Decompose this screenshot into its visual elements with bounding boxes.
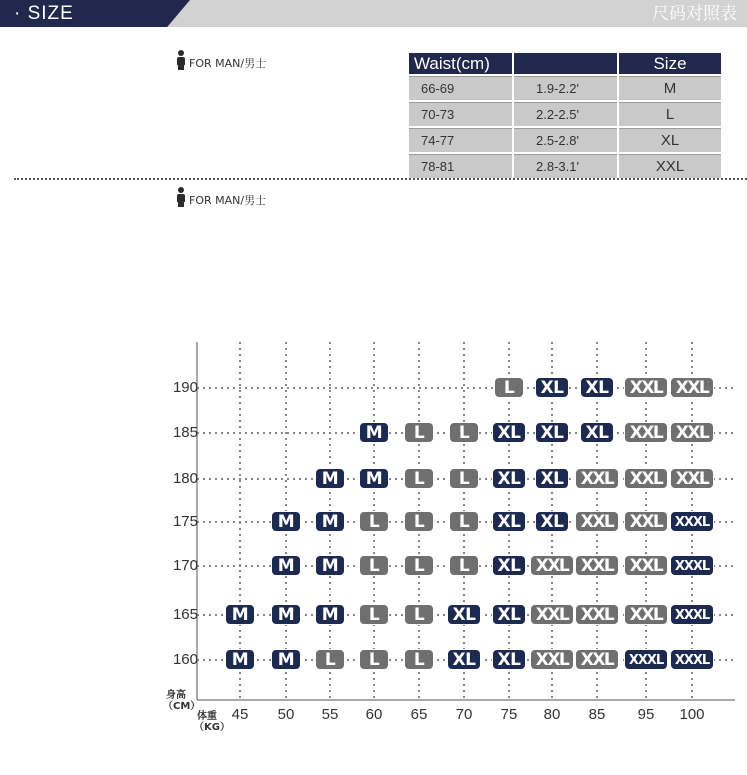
size-badge: XXL xyxy=(575,511,619,532)
size-badge: L xyxy=(404,604,434,625)
size-cell: XL xyxy=(619,128,721,152)
size-badge: XXL xyxy=(575,555,619,576)
size-badge: XXL xyxy=(530,604,574,625)
size-badge: XL xyxy=(447,604,481,625)
section-title-chinese: 尺码对照表 xyxy=(652,4,737,24)
x-tick-label: 60 xyxy=(365,706,383,723)
inch-cell: 2.5-2.8' xyxy=(514,128,617,152)
size-badge: L xyxy=(404,468,434,489)
size-badge: XL xyxy=(492,649,526,670)
size-header: Size xyxy=(619,53,721,74)
size-badge: M xyxy=(315,604,345,625)
size-badge: XXL xyxy=(575,468,619,489)
size-badge: M xyxy=(225,649,255,670)
size-badge: XL xyxy=(535,377,569,398)
size-badge: L xyxy=(449,422,479,443)
section-title: · SIZE xyxy=(14,3,74,24)
x-tick-label: 55 xyxy=(321,706,339,723)
y-tick-label: 165 xyxy=(172,606,198,623)
size-cell: L xyxy=(619,102,721,126)
x-caption-line-1: 体重 xyxy=(197,711,217,722)
size-cell: M xyxy=(619,76,721,100)
size-badge: XXL xyxy=(624,468,668,489)
x-tick-label: 95 xyxy=(637,706,655,723)
y-axis-caption xyxy=(163,690,200,712)
size-badge: XXL xyxy=(624,377,668,398)
size-badge: L xyxy=(404,422,434,443)
size-badge: XL xyxy=(492,468,526,489)
size-badge: XL xyxy=(447,649,481,670)
size-badge: XXXL xyxy=(670,555,714,576)
size-badge: L xyxy=(359,649,389,670)
size-badge: M xyxy=(315,511,345,532)
size-badge: XXL xyxy=(670,468,714,489)
size-badge: XXXL xyxy=(670,511,714,532)
size-badge: L xyxy=(449,511,479,532)
size-badge: XXL xyxy=(575,604,619,625)
size-badge: XL xyxy=(492,604,526,625)
size-badge: M xyxy=(359,422,389,443)
x-tick-label: 85 xyxy=(588,706,606,723)
y-tick-label: 190 xyxy=(172,379,198,396)
size-badge: XL xyxy=(492,511,526,532)
size-badge: L xyxy=(449,468,479,489)
x-tick-label: 80 xyxy=(543,706,561,723)
y-tick-label: 185 xyxy=(172,424,198,441)
size-badge: XXL xyxy=(670,422,714,443)
size-badge: XL xyxy=(492,555,526,576)
size-badge: L xyxy=(449,555,479,576)
size-badge: XL xyxy=(535,468,569,489)
y-tick-label: 175 xyxy=(172,513,198,530)
size-badge: M xyxy=(225,604,255,625)
size-badge: XXXL xyxy=(624,649,668,670)
size-badge: XXL xyxy=(624,604,668,625)
y-tick-label: 170 xyxy=(172,557,198,574)
waist-header: Waist(cm) xyxy=(409,53,512,74)
size-badge: XXXL xyxy=(670,604,714,625)
size-badge: XL xyxy=(580,377,614,398)
size-badge: M xyxy=(271,555,301,576)
x-caption-line-2: （KG） xyxy=(194,722,230,733)
size-badge: XXXL xyxy=(670,649,714,670)
waist-cell: 70-73 xyxy=(409,102,512,126)
size-badge: L xyxy=(404,511,434,532)
x-tick-label: 75 xyxy=(500,706,518,723)
size-badge: XXL xyxy=(530,649,574,670)
waist-cell: 74-77 xyxy=(409,128,512,152)
size-badge: M xyxy=(315,468,345,489)
x-tick-label: 65 xyxy=(410,706,428,723)
x-tick-label: 100 xyxy=(679,706,705,723)
y-caption-line-1: 身高 xyxy=(166,690,186,701)
size-badge: XXL xyxy=(624,422,668,443)
size-badge: M xyxy=(271,649,301,670)
size-badge: L xyxy=(359,604,389,625)
size-badge: L xyxy=(404,649,434,670)
size-badge: XL xyxy=(492,422,526,443)
size-badge: XL xyxy=(535,422,569,443)
y-tick-label: 180 xyxy=(172,470,198,487)
size-badge: XXL xyxy=(624,511,668,532)
size-badge: M xyxy=(359,468,389,489)
size-badge: L xyxy=(404,555,434,576)
size-badge: XXL xyxy=(530,555,574,576)
size-badge: L xyxy=(494,377,524,398)
y-caption-line-2: （CM） xyxy=(163,701,201,712)
size-badge: XXL xyxy=(624,555,668,576)
size-badge: XL xyxy=(535,511,569,532)
size-badge: L xyxy=(359,511,389,532)
size-badge: M xyxy=(271,511,301,532)
for-man-text: FOR MAN/男士 xyxy=(189,194,267,207)
size-cell: XXL xyxy=(619,154,721,178)
inch-cell: 2.8-3.1' xyxy=(514,154,617,178)
x-tick-label: 70 xyxy=(455,706,473,723)
for-man-text: FOR MAN/男士 xyxy=(189,57,267,70)
inch-cell: 2.2-2.5' xyxy=(514,102,617,126)
inch-cell: 1.9-2.2' xyxy=(514,76,617,100)
x-tick-label: 45 xyxy=(231,706,249,723)
size-badge: L xyxy=(359,555,389,576)
y-tick-label: 160 xyxy=(172,651,198,668)
size-badge: L xyxy=(315,649,345,670)
size-badge: M xyxy=(315,555,345,576)
size-badge: XL xyxy=(580,422,614,443)
x-tick-label: 50 xyxy=(277,706,295,723)
size-badge: XXL xyxy=(670,377,714,398)
waist-cell: 78-81 xyxy=(409,154,512,178)
size-badge: M xyxy=(271,604,301,625)
waist-cell: 66-69 xyxy=(409,76,512,100)
size-badge: XXL xyxy=(575,649,619,670)
